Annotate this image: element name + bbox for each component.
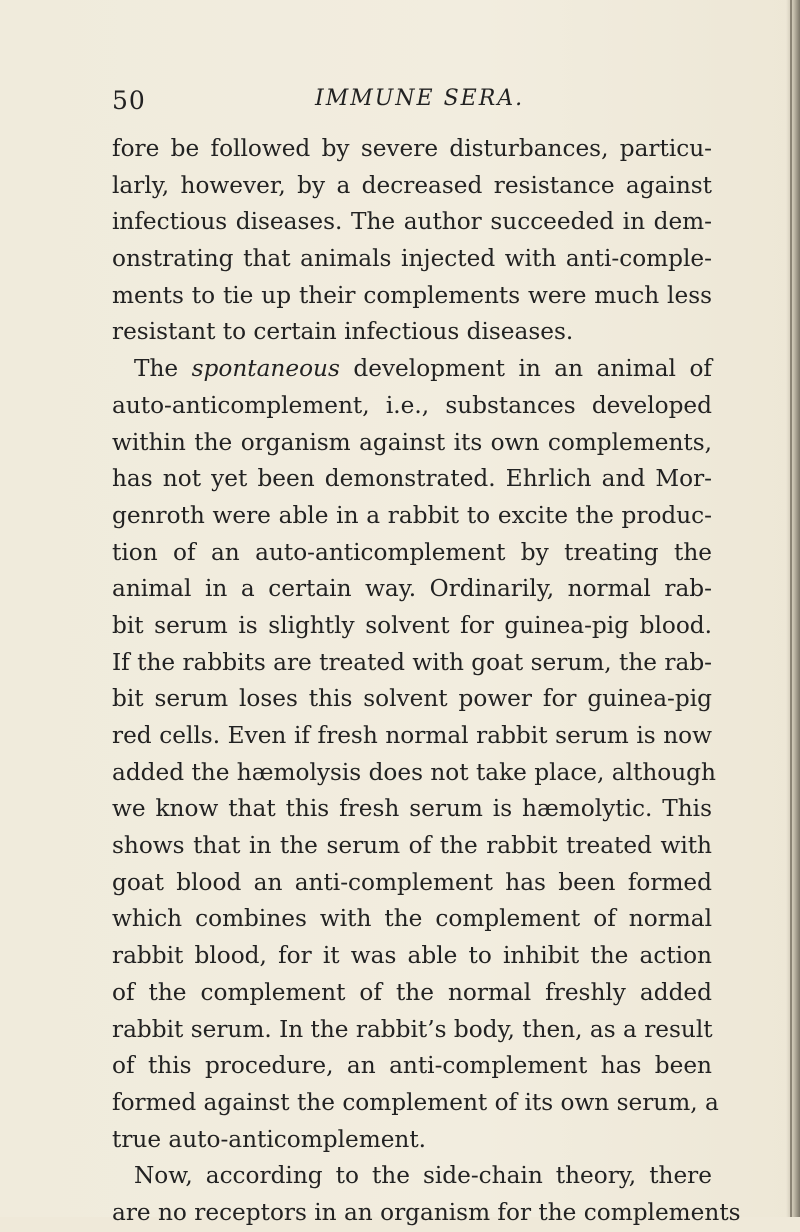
text-line: of the complement of the normal freshly added (112, 978, 712, 1006)
page-header (112, 86, 712, 126)
text-line: shows that in the serum of the rabbit treated with (112, 832, 712, 860)
text-line: larly, however, by a decreased resistance against (112, 171, 712, 199)
text-line: rabbit blood, for it was able to inhibit the action (112, 942, 712, 970)
text-line: bit serum is slightly solvent for guinea-pig blood. (112, 611, 712, 639)
text-line: resistant to certain infectious diseases. (112, 318, 574, 346)
text-line: genroth were able in a rabbit to excite the produc- (112, 501, 712, 529)
text-line: we know that this fresh serum is hæmolytic. This (112, 795, 712, 823)
text-line: If the rabbits are treated with goat serum, the rab- (112, 648, 712, 676)
italic-word: spontaneous (191, 355, 340, 383)
line-rest: development in an animal of (353, 355, 713, 383)
line-prefix: The (134, 355, 179, 383)
text-line: which combines with the complement of normal (112, 905, 712, 933)
text-line: infectious diseases. The author succeeded in dem- (112, 208, 712, 236)
body-text (112, 131, 741, 1232)
text-line: fore be followed by severe disturbances, particu- (112, 135, 712, 162)
text-line: added the hæmolysis does not take place, although (112, 758, 716, 786)
page-number: 50 (112, 86, 146, 115)
text-line: are no receptors in an organism for the complements (112, 1198, 741, 1226)
text-line: goat blood an anti-complement has been formed (112, 868, 712, 896)
text-line: Now, according to the side-chain theory, there (134, 1162, 712, 1190)
text-line: within the organism against its own complements, (112, 428, 712, 456)
text-line: onstrating that animals injected with anti-comple- (112, 245, 712, 273)
text-line: ments to tie up their complements were much less (112, 281, 712, 309)
page-edge-line (790, 0, 792, 1217)
text-line: formed against the complement of its own serum, a (112, 1088, 719, 1116)
text-line: true auto-anticomplement. (112, 1125, 427, 1153)
text-line: animal in a certain way. Ordinarily, normal rab- (112, 575, 712, 603)
text-line: auto-anticomplement, i.e., substances developed (112, 391, 712, 419)
running-title: IMMUNE SERA. (315, 86, 525, 111)
text-line: red cells. Even if fresh normal rabbit serum is now (112, 722, 712, 749)
text-line: bit serum loses this solvent power for guinea-pig (112, 685, 712, 713)
text-line: rabbit serum. In the rabbit’s body, then, as a result (112, 1015, 713, 1043)
text-line: tion of an auto-anticomplement by treating the (112, 538, 712, 566)
page-edge-shadow (786, 0, 800, 1217)
text-line: of this procedure, an anti-complement has been (112, 1052, 712, 1080)
text-line (112, 351, 712, 388)
text-line: has not yet been demonstrated. Ehrlich and Mor- (112, 465, 712, 493)
